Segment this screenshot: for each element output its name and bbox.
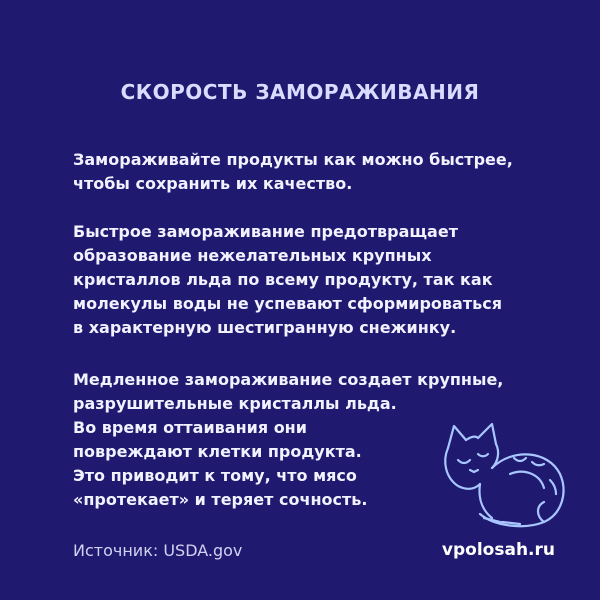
paragraph-line: «протекает» и теряет сочность. [73,490,368,509]
paragraph-line: молекулы воды не успевают сформироваться [73,294,502,313]
paragraph-line: образование нежелательных крупных [73,246,432,265]
source-label: Источник: USDA.gov [73,541,243,560]
paragraph-fast-freezing [73,220,502,340]
paragraph-line: Замораживайте продукты как можно быстрее, [73,150,513,169]
paragraph-line: Во время оттаивания они [73,418,307,437]
sleeping-cat-illustration [440,418,570,530]
paragraph-line: кристаллов льда по всему продукту, так как [73,270,493,289]
paragraph-line: Быстрое замораживание предотвращает [73,222,458,241]
paragraph-line: повреждают клетки продукта. [73,442,362,461]
site-link[interactable]: vpolosah.ru [441,540,555,560]
page-title: СКОРОСТЬ ЗАМОРАЖИВАНИЯ [120,80,480,104]
paragraph-line: в характерную шестигранную снежинку. [73,318,457,337]
paragraph-line: чтобы сохранить их качество. [73,174,353,193]
paragraph-line: Это приводит к тому, что мясо [73,466,357,485]
paragraph-freeze-fast [73,148,513,196]
paragraph-line: Медленное замораживание создает крупные, [73,370,504,389]
paragraph-slow-freezing [73,368,503,512]
paragraph-line: разрушительные кристаллы льда. [73,394,397,413]
